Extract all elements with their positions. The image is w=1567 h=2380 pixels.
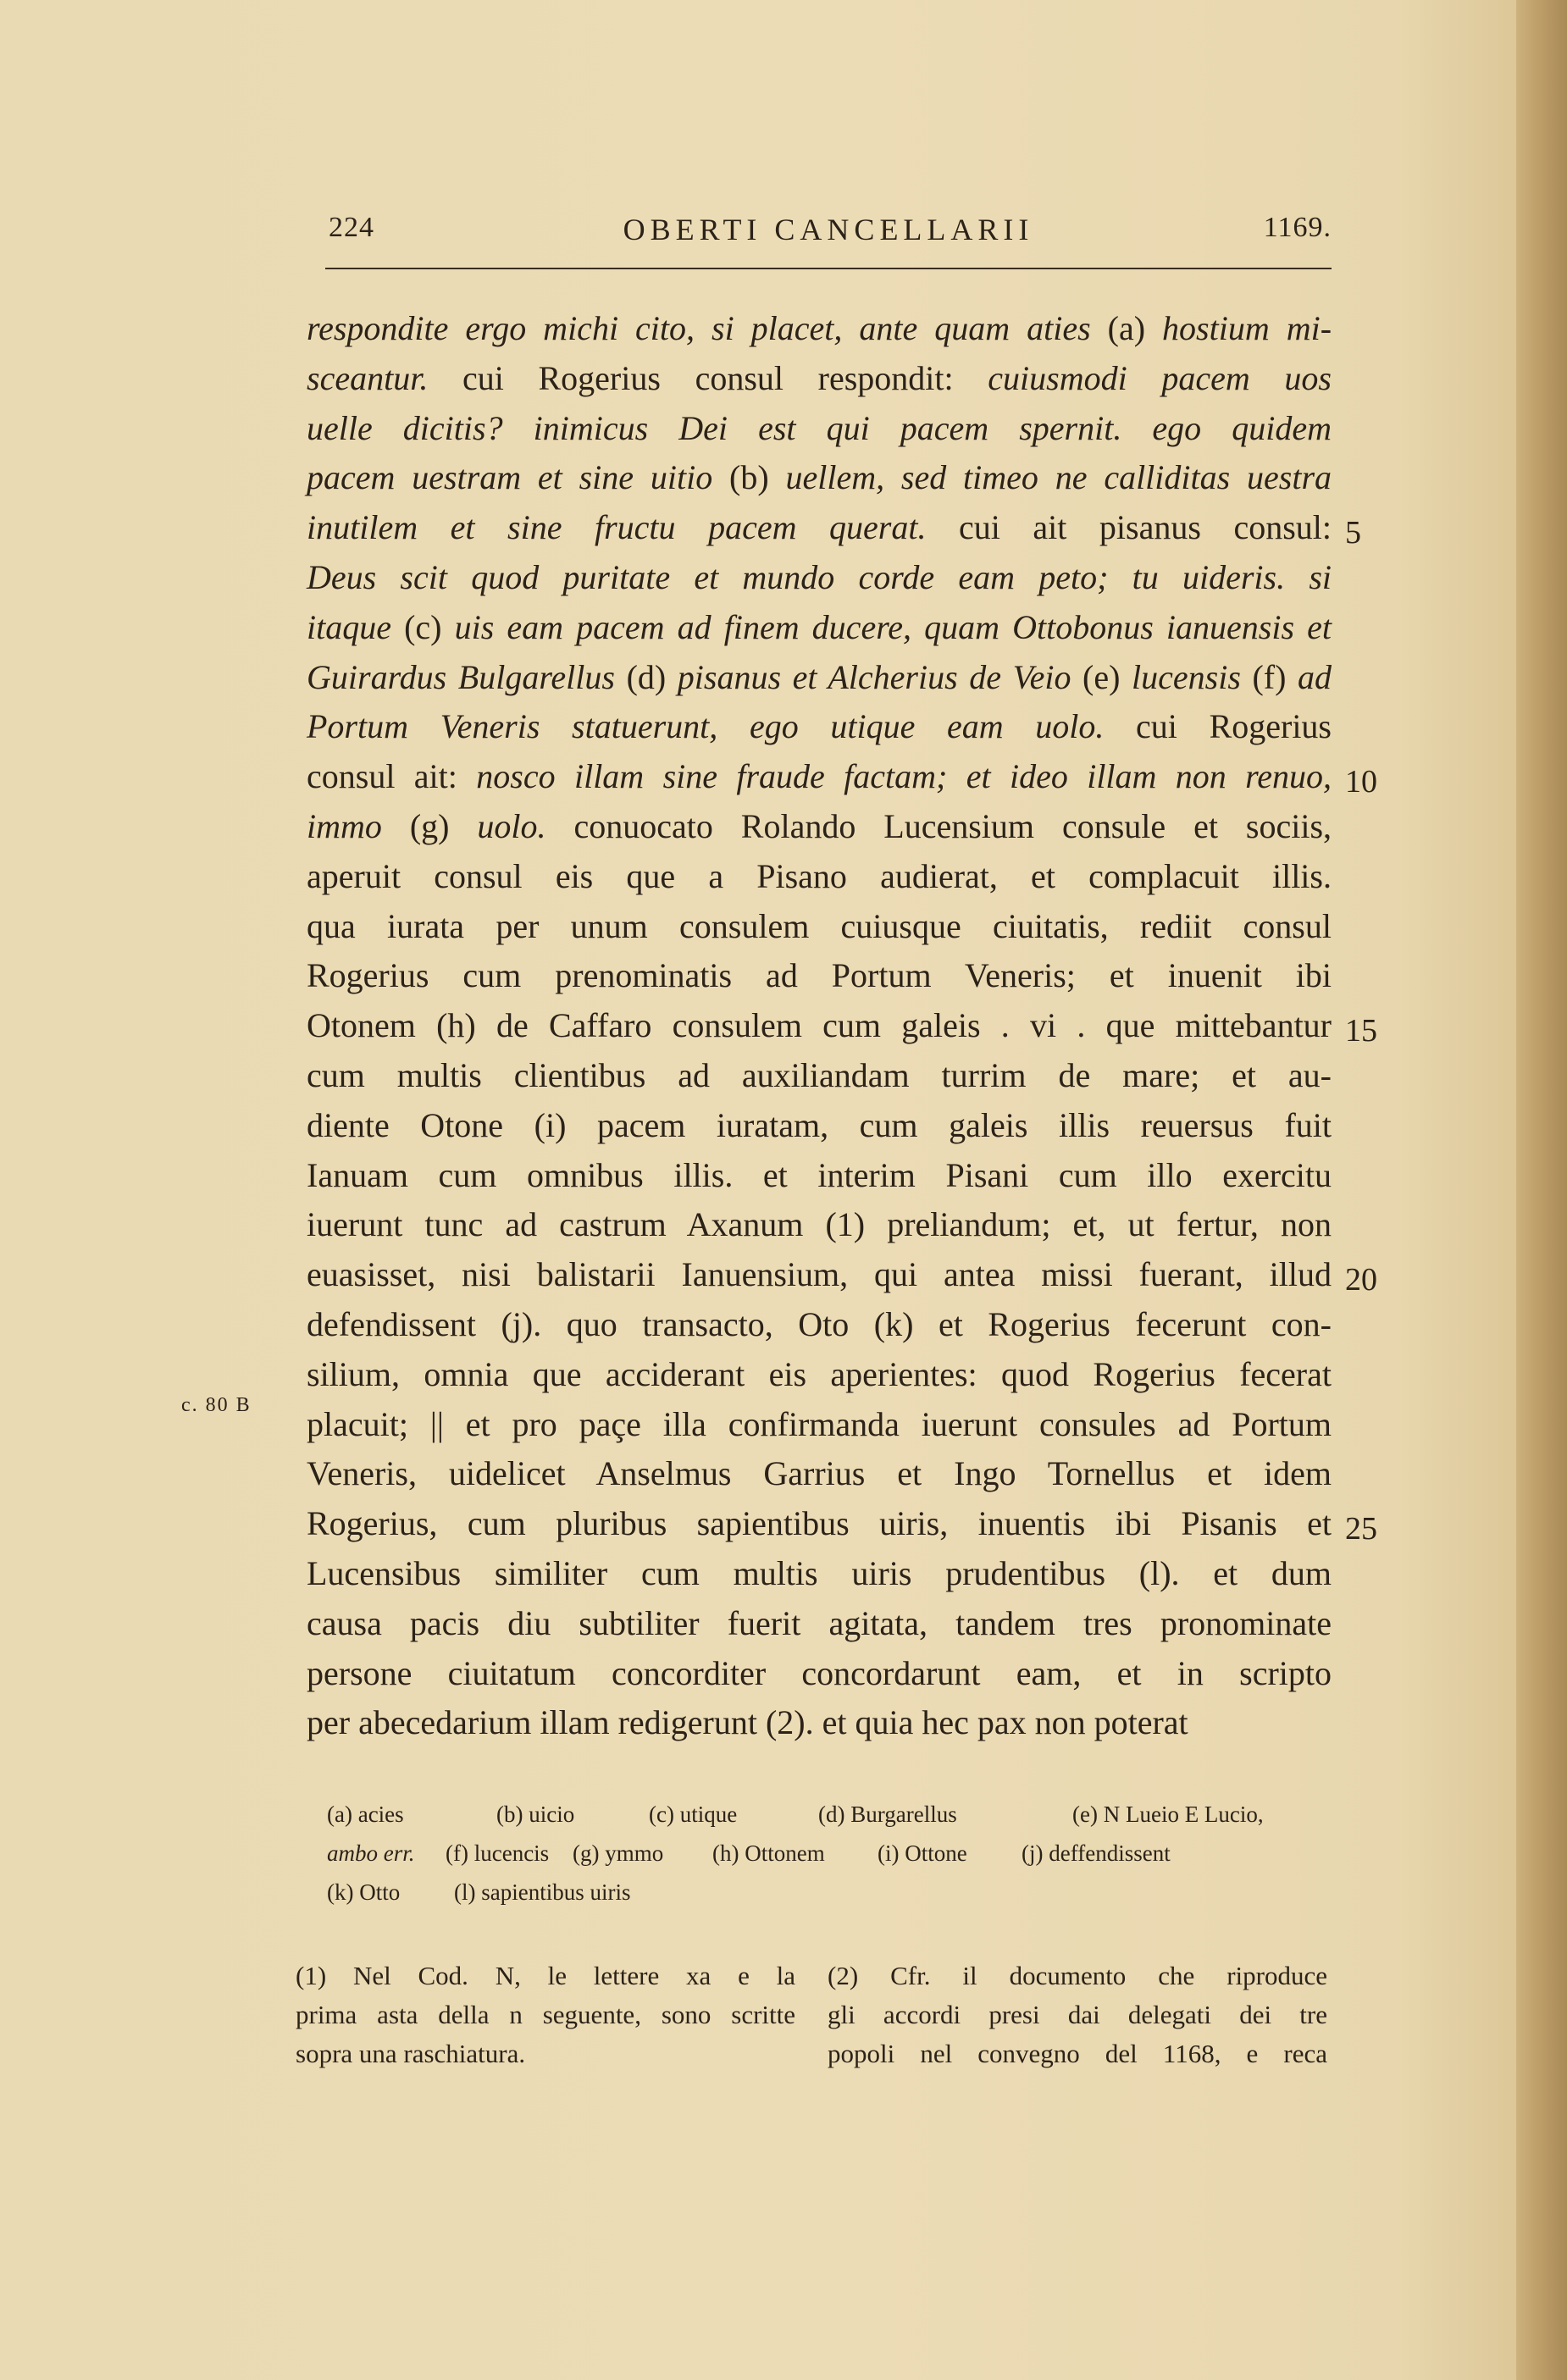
text-segment: causa pacis diu subtiliter fuerit agitata, tandem tres pronominate <box>307 1603 1332 1642</box>
page-edge <box>1516 0 1567 2380</box>
page-title: OBERTI CANCELLARII <box>623 213 1034 246</box>
text-line <box>307 753 1332 800</box>
text-segment: iuerunt tunc ad castrum Axanum (1) preliandum; et, ut fertur, non <box>307 1205 1332 1244</box>
text-segment: cum multis clientibus ad auxiliandam turrim de mare; et au- <box>307 1056 1332 1094</box>
text-line <box>307 1699 1332 1746</box>
apparatus-note: (f) lucencis <box>446 1840 550 1866</box>
text-segment: (e) <box>1071 657 1132 696</box>
text-segment: diente Otone (i) pacem iuratam, cum galeis illis reuersus fuit <box>307 1105 1332 1144</box>
text-line <box>307 654 1332 701</box>
page-number: 224 <box>329 212 374 243</box>
apparatus-note: (g) ymmo <box>573 1840 664 1866</box>
text-line <box>307 454 1332 501</box>
running-head <box>325 212 1332 269</box>
apparatus-note: (b) uicio <box>496 1802 575 1827</box>
text-line <box>307 803 1332 850</box>
text-line <box>307 1650 1332 1697</box>
text-line <box>307 1351 1332 1398</box>
text-segment: euasisset, nisi balistarii Ianuensium, qui antea missi fuerant, illud <box>307 1255 1332 1294</box>
text-line <box>307 1102 1332 1149</box>
text-line <box>307 1152 1332 1199</box>
text-segment: (a) <box>1090 309 1163 347</box>
text-line <box>307 1550 1332 1597</box>
apparatus-note: (l) sapientibus uiris <box>454 1879 631 1905</box>
text-line <box>307 703 1332 750</box>
apparatus-line <box>327 1874 1332 1911</box>
text-line <box>307 1600 1332 1647</box>
text-segment: Veneris, uidelicet Anselmus Garrius et Ingo Tornellus et idem <box>307 1454 1332 1493</box>
text-segment: Otonem (h) de Caffaro consulem cum galeis . vi . que mittebantur <box>307 1006 1332 1045</box>
text-segment: (b) <box>712 458 786 497</box>
text-segment: Rogerius cum prenominatis ad Portum Veneris; et inuenit ibi <box>307 956 1332 995</box>
text-segment: per abecedarium illam redigerunt (2). et quia hec pax non poterat <box>307 1703 1188 1742</box>
text-segment: cui Rogerius <box>1104 707 1332 746</box>
footnote-line: gli accordi presi dai delegati dei tre <box>828 2000 1327 2029</box>
apparatus-note: (a) acies <box>327 1802 404 1827</box>
apparatus-note: (k) Otto <box>327 1879 401 1905</box>
footnote-line: sopra una raschiatura. <box>296 2039 526 2068</box>
footnote-line: (1) Nel Cod. N, le lettere xa e la <box>296 1961 795 1990</box>
text-line <box>307 903 1332 950</box>
text-segment: pisanus et Alcherius de Veio <box>677 657 1071 696</box>
text-segment: (d) <box>614 657 678 696</box>
text-line <box>307 1251 1332 1298</box>
apparatus-note: ambo err. <box>327 1840 415 1866</box>
text-line <box>307 952 1332 999</box>
line-number: 5 <box>1345 515 1361 551</box>
text-segment: sceantur. <box>307 358 429 397</box>
text-segment: qua iurata per unum consulem cuiusque ciuitatis, rediit consul <box>307 906 1332 945</box>
margin-note: c. 80 B <box>181 1394 252 1416</box>
apparatus-note: (e) N Lueio E Lucio, <box>1072 1802 1264 1827</box>
text-segment: lucensis <box>1132 657 1241 696</box>
year-label: 1169. <box>1263 212 1332 243</box>
text-segment: nosco illam sine fraude factam; et ideo illam non renuo, <box>476 757 1332 796</box>
text-segment: uellem, sed timeo ne calliditas uestra <box>785 458 1332 497</box>
apparatus-note: (c) utique <box>649 1802 738 1827</box>
text-segment: Guirardus Bulgarellus <box>307 657 615 696</box>
apparatus-note: (d) Burgarellus <box>818 1802 957 1827</box>
text-segment: Rogerius, cum pluribus sapientibus uiris, inuentis ibi Pisanis et <box>307 1504 1332 1543</box>
line-number: 15 <box>1345 1013 1377 1049</box>
footnote-line: (2) Cfr. il documento che riproduce <box>828 1961 1327 1990</box>
text-segment: placuit; || et pro paçe illa confirmanda iuerunt consules ad Portum <box>307 1404 1332 1443</box>
text-segment: Ianuam cum omnibus illis. et interim Pisani cum illo exercitu <box>307 1155 1332 1194</box>
text-segment: consul ait: <box>307 757 477 796</box>
text-line <box>307 1401 1332 1448</box>
footnote-line: popoli nel convegno del 1168, e reca <box>828 2039 1327 2068</box>
text-line <box>307 305 1332 352</box>
text-segment: inutilem et sine fructu pacem querat. <box>307 508 927 547</box>
text-line <box>307 1450 1332 1497</box>
apparatus-line <box>327 1796 1332 1833</box>
apparatus-note: (h) Ottonem <box>712 1840 825 1866</box>
text-line <box>307 504 1332 551</box>
text-segment: itaque <box>307 607 391 646</box>
text-line <box>307 853 1332 900</box>
text-segment: persone ciuitatum concorditer concordarunt eam, et in scripto <box>307 1653 1332 1692</box>
text-segment: immo <box>307 807 382 845</box>
text-line <box>307 355 1332 402</box>
text-segment: uolo. <box>477 807 546 845</box>
text-segment: defendissent (j). quo transacto, Oto (k) et Rogerius fecerunt con- <box>307 1305 1332 1343</box>
text-segment: respondite ergo michi cito, si placet, ante quam aties <box>307 309 1091 347</box>
text-segment: Deus scit quod puritate et mundo corde eam peto; tu uideris. si <box>307 558 1332 596</box>
apparatus-note: (j) deffendissent <box>1022 1840 1171 1866</box>
text-segment: conuocato Rolando Lucensium consule et sociis, <box>545 807 1332 845</box>
text-segment: (g) <box>381 807 478 845</box>
text-segment: cui Rogerius consul respondit: <box>428 358 988 397</box>
text-segment: cuiusmodi pacem uos <box>988 358 1332 397</box>
text-segment: aperuit consul eis que a Pisano audierat, et complacuit illis. <box>307 856 1332 895</box>
text-line <box>307 554 1332 601</box>
text-segment: pacem uestram et sine uitio <box>307 458 713 497</box>
text-segment: hostium mi- <box>1162 309 1332 347</box>
text-line <box>307 405 1332 452</box>
text-line <box>307 1201 1332 1248</box>
text-segment: ad <box>1298 657 1332 696</box>
text-segment: cui ait pisanus consul: <box>926 508 1332 547</box>
apparatus-note: (i) Ottone <box>878 1840 967 1866</box>
text-line <box>307 1052 1332 1099</box>
text-segment: Lucensibus similiter cum multis uiris prudentibus (l). et dum <box>307 1554 1332 1592</box>
text-line <box>307 1500 1332 1547</box>
line-number: 20 <box>1345 1262 1377 1298</box>
text-segment: (c) <box>390 607 455 646</box>
text-segment: (f) <box>1240 657 1298 696</box>
text-line <box>307 1301 1332 1348</box>
footnote-line: prima asta della n seguente, sono scritte <box>296 2000 795 2029</box>
line-number: 25 <box>1345 1511 1377 1547</box>
line-number: 10 <box>1345 764 1377 800</box>
text-segment: silium, omnia que acciderant eis aperientes: quod Rogerius fecerat <box>307 1354 1332 1393</box>
apparatus-line <box>327 1835 1332 1872</box>
text-segment: uelle dicitis? inimicus Dei est qui pacem spernit. ego quidem <box>307 408 1332 447</box>
text-line <box>307 1002 1332 1049</box>
text-line <box>307 604 1332 651</box>
text-segment: Portum Veneris statuerunt, ego utique eam uolo. <box>307 707 1105 746</box>
text-segment: uis eam pacem ad finem ducere, quam Ottobonus ianuensis et <box>454 607 1332 646</box>
